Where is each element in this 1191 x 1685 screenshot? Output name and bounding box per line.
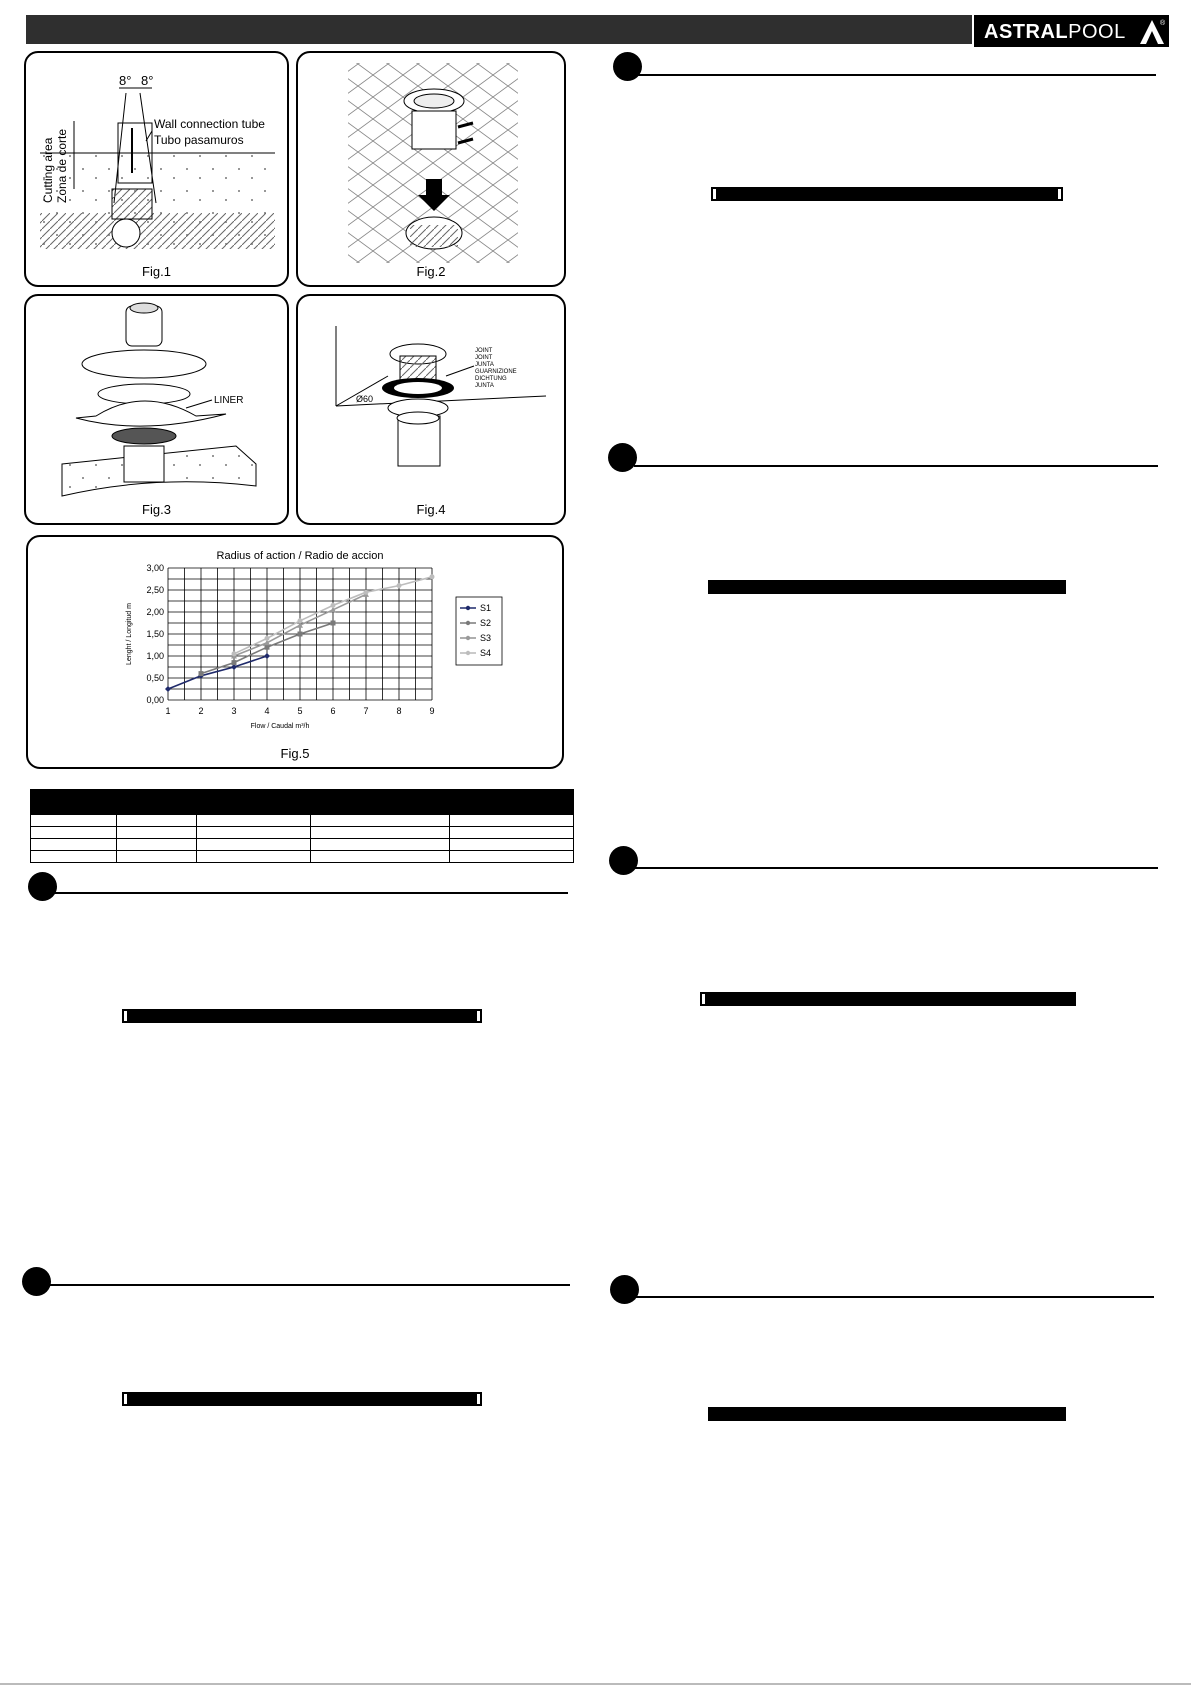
table-cell xyxy=(117,827,197,839)
y-tick-label: 1,50 xyxy=(146,629,164,639)
x-axis-label: Flow / Caudal m³/h xyxy=(250,723,310,730)
legend-marker xyxy=(466,621,470,625)
bar-tick xyxy=(124,1394,127,1404)
y-tick-label: 1,00 xyxy=(146,651,164,661)
figure-1-caption: Fig.1 xyxy=(142,264,171,279)
table-header-row xyxy=(31,790,574,815)
fig1-cut-es: Zona de corte xyxy=(55,128,69,203)
header-bar xyxy=(26,15,972,44)
section-rule-left-2 xyxy=(48,1284,570,1286)
figure-1-panel xyxy=(24,51,289,287)
brand-wordmark: ASTRALPOOL xyxy=(984,21,1126,43)
bar-tick xyxy=(1058,189,1061,199)
bar-tick xyxy=(713,189,716,199)
section-rule-right-1 xyxy=(638,74,1156,76)
table-cell xyxy=(197,839,311,851)
data-point xyxy=(397,583,402,588)
section-rule-right-4 xyxy=(636,1296,1154,1298)
y-tick-label: 0,50 xyxy=(146,673,164,683)
section-marker-left-2 xyxy=(22,1267,51,1296)
data-point xyxy=(232,651,237,656)
y-axis-label: Lenght / Longitud m xyxy=(126,603,133,665)
figure-3-drawing xyxy=(26,296,287,523)
table-cell xyxy=(450,851,574,863)
figure-2-caption: Fig.2 xyxy=(416,264,446,279)
section-marker-right-1 xyxy=(613,52,642,81)
section-marker-right-4 xyxy=(610,1275,639,1304)
x-tick-label: 3 xyxy=(231,706,237,716)
figure-4-caption: Fig.4 xyxy=(416,502,446,517)
table-cell xyxy=(31,851,117,863)
table-cell xyxy=(197,851,311,863)
table-cell xyxy=(310,839,449,851)
data-point xyxy=(430,574,435,579)
redacted-bar-right-4 xyxy=(708,1407,1066,1421)
y-tick-label: 0,00 xyxy=(146,695,164,705)
fig4-joint-label: JOINT xyxy=(475,355,493,361)
legend-marker xyxy=(466,636,470,640)
legend-label: S2 xyxy=(480,618,492,628)
table-cell xyxy=(117,839,197,851)
fig1-angle-left: 8° xyxy=(119,73,132,88)
section-marker-left-1 xyxy=(28,872,57,901)
table-cell xyxy=(31,815,117,827)
svg-text:®: ® xyxy=(1160,20,1166,27)
fig1-label-es: Tubo pasamuros xyxy=(154,133,244,147)
section-rule-right-2 xyxy=(634,465,1158,467)
table-cell xyxy=(450,815,574,827)
chart-title: Radius of action / Radio de accion xyxy=(216,550,384,562)
redacted-bar-right-3 xyxy=(700,992,1076,1006)
y-tick-label: 2,50 xyxy=(146,585,164,595)
section-marker-right-3 xyxy=(609,846,638,875)
figure-4-panel xyxy=(296,294,566,525)
bar-tick xyxy=(702,994,705,1004)
table-cell xyxy=(310,827,449,839)
fig4-joint-label: GUARNIZIONE xyxy=(475,369,517,375)
figure-2-panel xyxy=(296,51,566,287)
fig4-joint-label: JUNTA xyxy=(475,383,494,389)
fig4-joint-labels xyxy=(475,348,517,389)
table-header-cell xyxy=(450,790,574,815)
data-point xyxy=(232,660,237,665)
table-cell xyxy=(117,851,197,863)
figure-3-panel xyxy=(24,294,289,525)
data-point xyxy=(364,590,369,595)
figure-3-caption: Fig.3 xyxy=(142,502,171,517)
table-header-cell xyxy=(117,790,197,815)
data-point xyxy=(298,632,303,637)
redacted-bar-left-1 xyxy=(122,1009,482,1023)
table-cell xyxy=(450,827,574,839)
table-cell xyxy=(197,827,311,839)
table-cell xyxy=(31,827,117,839)
table-row xyxy=(31,839,574,851)
legend-marker xyxy=(466,651,470,655)
x-tick-label: 5 xyxy=(297,706,303,716)
data-point xyxy=(298,618,303,623)
x-tick-label: 2 xyxy=(198,706,204,716)
section-rule-left-1 xyxy=(54,892,568,894)
x-tick-label: 7 xyxy=(363,706,369,716)
table-header-cell xyxy=(310,790,449,815)
data-point xyxy=(199,671,204,676)
legend-label: S3 xyxy=(480,633,492,643)
table-cell xyxy=(310,851,449,863)
x-tick-label: 8 xyxy=(396,706,402,716)
fig4-joint-label: JUNTA xyxy=(475,362,494,368)
radius-chart xyxy=(28,537,562,737)
data-point xyxy=(265,636,270,641)
fig4-joint-label: DICHTUNG xyxy=(475,376,507,382)
x-tick-label: 9 xyxy=(429,706,435,716)
table-cell xyxy=(450,839,574,851)
data-point xyxy=(265,645,270,650)
figure-5-caption: Fig.5 xyxy=(280,746,310,761)
bar-tick xyxy=(477,1394,480,1404)
fig3-liner-label: LINER xyxy=(214,395,244,406)
redacted-bar-right-2 xyxy=(708,580,1066,594)
table-cell xyxy=(197,815,311,827)
logo-triangle-icon xyxy=(1138,17,1166,45)
table-cell xyxy=(31,839,117,851)
fig4-diameter: Ø60 xyxy=(356,394,374,404)
bar-tick xyxy=(124,1011,127,1021)
legend-label: S1 xyxy=(480,603,492,613)
redacted-bar-left-2 xyxy=(122,1392,482,1406)
table-header-cell xyxy=(197,790,311,815)
section-rule-right-3 xyxy=(634,867,1158,869)
data-point xyxy=(331,603,336,608)
section-marker-right-2 xyxy=(608,443,637,472)
y-tick-label: 2,00 xyxy=(146,607,164,617)
x-tick-label: 6 xyxy=(330,706,336,716)
fig4-joint-label: JOINT xyxy=(475,348,493,354)
fig1-label-en: Wall connection tube xyxy=(154,117,265,131)
legend-label: S4 xyxy=(480,648,492,658)
table-row xyxy=(31,851,574,863)
figure-1-drawing xyxy=(26,53,287,285)
figure-2-drawing xyxy=(298,53,564,285)
data-point xyxy=(165,686,171,692)
spec-table xyxy=(30,789,574,863)
table-cell xyxy=(310,815,449,827)
x-tick-label: 1 xyxy=(165,706,171,716)
fig1-cut-en: Cutting area xyxy=(41,137,55,203)
x-tick-label: 4 xyxy=(264,706,270,716)
fig1-angle-right: 8° xyxy=(141,73,154,88)
table-row xyxy=(31,827,574,839)
brand-logo xyxy=(974,15,1169,47)
bar-tick xyxy=(477,1011,480,1021)
y-tick-label: 3,00 xyxy=(146,563,164,573)
legend-marker xyxy=(466,606,470,610)
data-point xyxy=(331,621,336,626)
redacted-bar-right-1 xyxy=(711,187,1063,201)
table-header-cell xyxy=(31,790,117,815)
table-cell xyxy=(117,815,197,827)
figure-5-panel xyxy=(26,535,564,769)
figure-4-drawing xyxy=(298,296,564,523)
table-row xyxy=(31,815,574,827)
data-point xyxy=(264,653,270,659)
